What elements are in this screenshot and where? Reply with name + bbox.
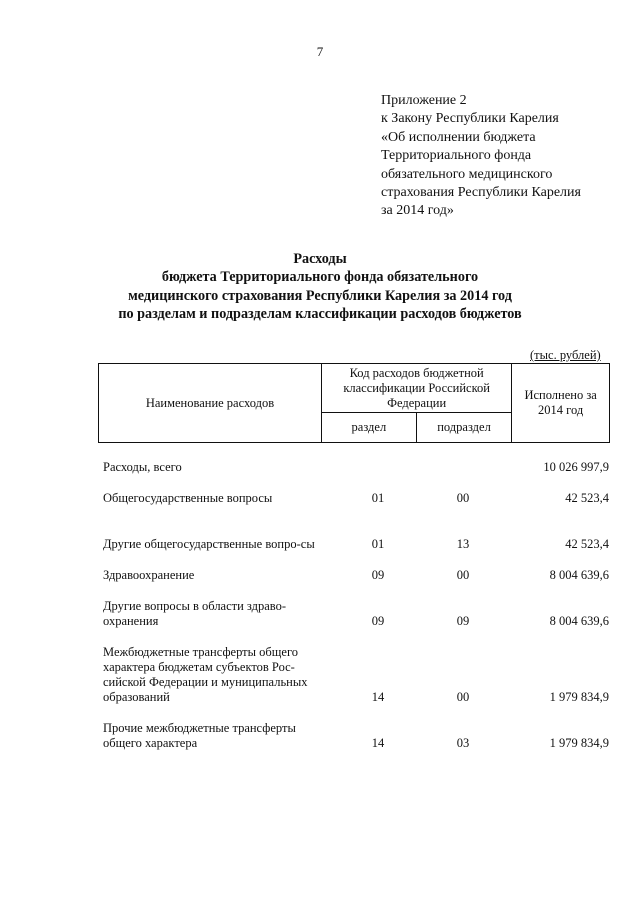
appendix-line: Территориального фонда xyxy=(381,148,532,164)
appendix-line: за 2014 год» xyxy=(381,203,454,219)
row-razdel: 09 xyxy=(371,614,385,628)
units-label: (тыс. рублей) xyxy=(530,348,601,362)
table-row xyxy=(103,522,609,552)
row-name: Прочие межбюджетные трансферты общего характера xyxy=(103,721,296,750)
row-name: Другие общегосударственные вопро-сы xyxy=(103,537,315,551)
row-amount: 8 004 639,6 xyxy=(549,568,609,582)
table-row xyxy=(103,599,609,629)
title-line: по разделам и подразделам классификации расходов бюджетов xyxy=(118,306,522,323)
expenses-list xyxy=(103,460,609,751)
row-podrazdel: 13 xyxy=(456,537,470,551)
table-header xyxy=(98,363,610,443)
row-name: Межбюджетные трансферты общего характера бюджетам субъектов Рос-сийской Федерации и муниципальных образований xyxy=(103,645,308,704)
row-amount: 42 523,4 xyxy=(565,491,609,505)
row-razdel: 01 xyxy=(371,537,385,551)
row-razdel: 01 xyxy=(371,491,385,505)
row-name: Другие вопросы в области здраво-охранения xyxy=(103,599,287,628)
table-row xyxy=(103,568,609,583)
title-line: медицинского страхования Республики Карелия за 2014 год xyxy=(128,287,512,304)
row-amount: 42 523,4 xyxy=(565,537,609,551)
table-row xyxy=(103,491,609,506)
row-name: Расходы, всего xyxy=(103,460,182,474)
header-executed: Исполнено за 2014 год xyxy=(512,364,610,443)
table-row xyxy=(103,460,609,475)
row-amount: 1 979 834,9 xyxy=(549,736,609,750)
header-code-group: Код расходов бюджетной классификации Российской Федерации xyxy=(322,364,512,413)
appendix-line: к Закону Республики Карелия xyxy=(381,111,559,127)
table-row xyxy=(103,645,609,705)
title-line: Расходы xyxy=(293,251,347,267)
row-podrazdel: 00 xyxy=(456,491,470,505)
row-podrazdel: 00 xyxy=(456,568,470,582)
row-razdel: 14 xyxy=(371,690,385,704)
title-line: бюджета Территориального фонда обязательного xyxy=(161,269,479,286)
row-amount: 8 004 639,6 xyxy=(549,614,609,628)
header-podrazdel: подраздел xyxy=(416,413,512,443)
row-name: Общегосударственные вопросы xyxy=(103,491,273,505)
appendix-note xyxy=(381,92,581,221)
document-title xyxy=(0,250,640,324)
appendix-line: Приложение 2 xyxy=(381,93,467,108)
row-razdel: 09 xyxy=(371,568,385,582)
header-razdel: раздел xyxy=(322,413,417,443)
row-podrazdel: 09 xyxy=(456,614,470,628)
row-razdel: 14 xyxy=(371,736,385,750)
row-name: Здравоохранение xyxy=(103,568,195,582)
page-number: 7 xyxy=(316,44,324,59)
table-row xyxy=(103,721,609,751)
header-name: Наименование расходов xyxy=(99,364,322,443)
row-podrazdel: 00 xyxy=(456,690,470,704)
appendix-line: обязательного медицинского xyxy=(381,166,553,182)
row-amount: 1 979 834,9 xyxy=(549,690,609,704)
row-podrazdel: 03 xyxy=(456,736,470,750)
appendix-line: страхования Республики Карелия xyxy=(381,185,581,201)
appendix-line: «Об исполнении бюджета xyxy=(381,129,536,145)
row-amount: 10 026 997,9 xyxy=(543,460,609,474)
